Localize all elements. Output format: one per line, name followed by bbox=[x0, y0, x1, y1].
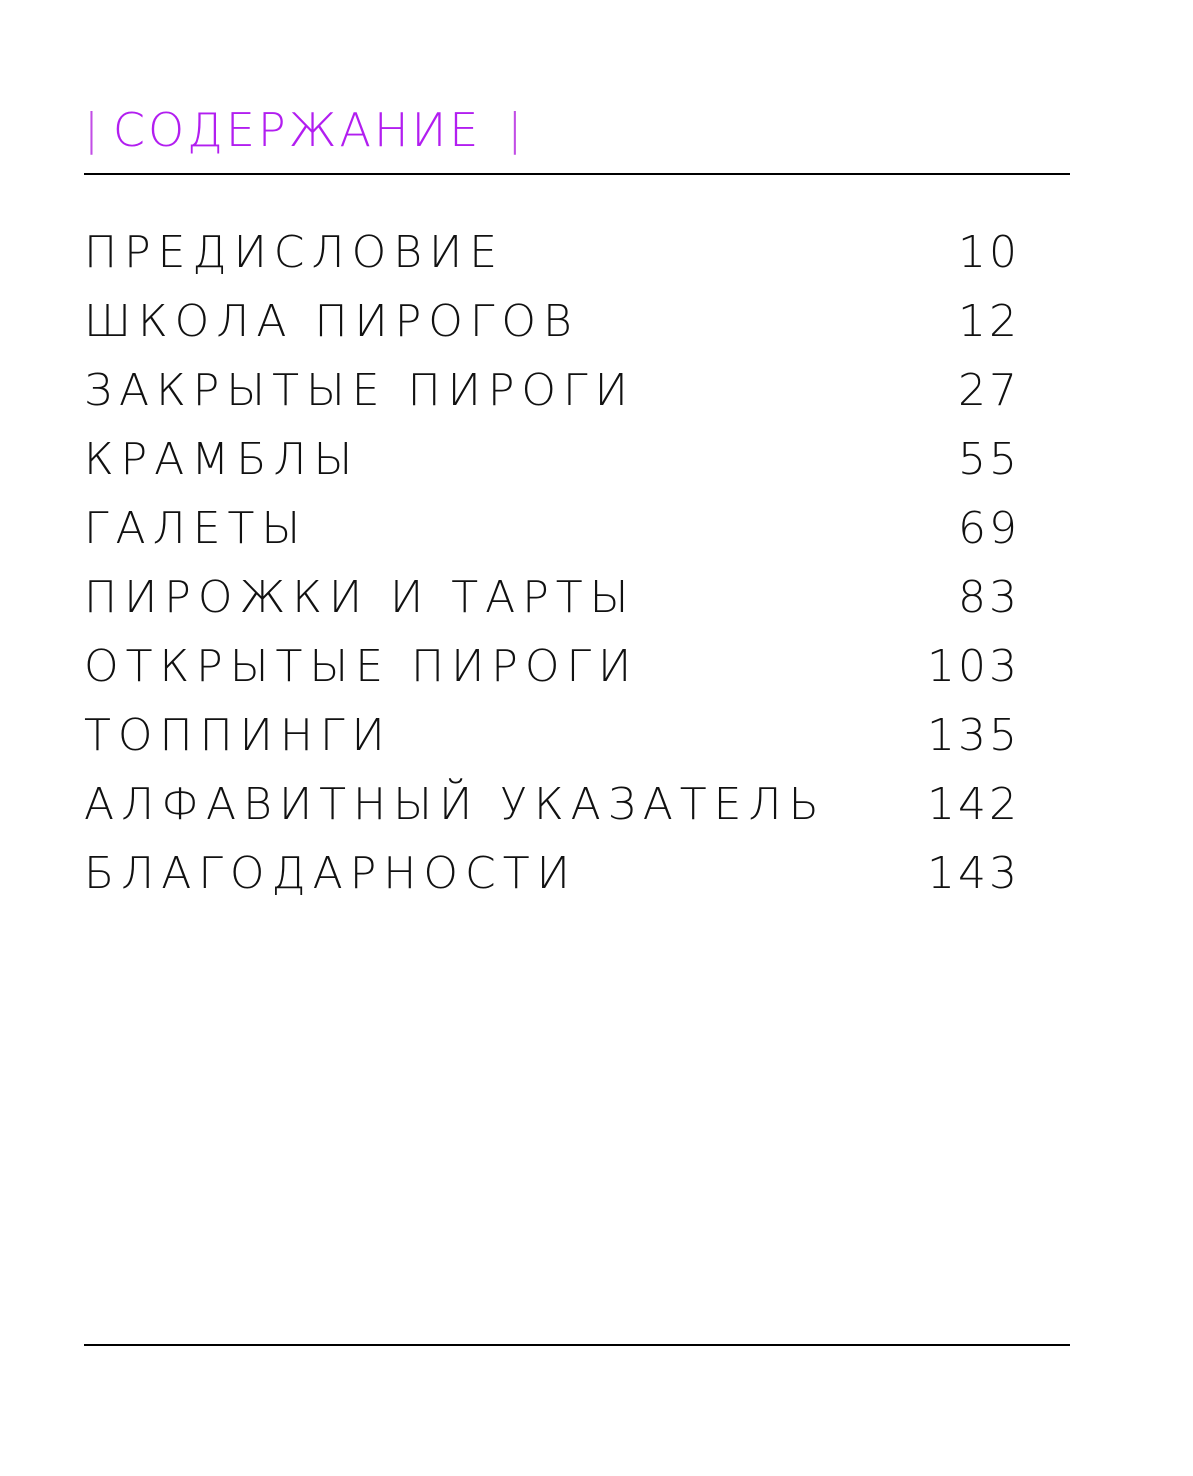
toc-entry-closed-pies[interactable] bbox=[84, 356, 1020, 425]
heading-left-bar: | bbox=[84, 104, 99, 155]
toc-entry-page: 103 bbox=[927, 640, 1020, 692]
toc-entry-page: 69 bbox=[958, 502, 1020, 554]
toc-entry-preface[interactable] bbox=[84, 218, 1020, 287]
table-of-contents bbox=[84, 218, 1020, 908]
toc-entry-title: АЛФАВИТНЫЙ УКАЗАТЕЛЬ bbox=[84, 778, 826, 830]
top-divider bbox=[84, 173, 1070, 175]
bottom-divider bbox=[84, 1344, 1070, 1346]
toc-entry-title: ОТКРЫТЫЕ ПИРОГИ bbox=[84, 640, 639, 692]
toc-entry-title: ПРЕДИСЛОВИЕ bbox=[84, 226, 505, 278]
toc-entry-page: 135 bbox=[927, 709, 1020, 761]
toc-entry-page: 10 bbox=[958, 226, 1020, 278]
toc-entry-pie-school[interactable] bbox=[84, 287, 1020, 356]
toc-entry-page: 142 bbox=[927, 778, 1020, 830]
toc-entry-title: ГАЛЕТЫ bbox=[84, 502, 308, 554]
toc-entry-title: ПИРОЖКИ И ТАРТЫ bbox=[84, 571, 636, 623]
toc-entry-title: ШКОЛА ПИРОГОВ bbox=[84, 295, 579, 347]
toc-entry-pirozhki-tarts[interactable] bbox=[84, 563, 1020, 632]
toc-entry-index[interactable] bbox=[84, 770, 1020, 839]
toc-entry-page: 83 bbox=[958, 571, 1020, 623]
toc-entry-title: КРАМБЛЫ bbox=[84, 433, 360, 485]
contents-heading bbox=[84, 100, 522, 160]
heading-right-bar: | bbox=[507, 104, 523, 155]
toc-entry-title: БЛАГОДАРНОСТИ bbox=[84, 847, 577, 899]
toc-entry-crumbles[interactable] bbox=[84, 425, 1020, 494]
toc-entry-title: ТОППИНГИ bbox=[84, 709, 392, 761]
toc-entry-acknowledgements[interactable] bbox=[84, 839, 1020, 908]
toc-entry-toppings[interactable] bbox=[84, 701, 1020, 770]
toc-entry-title: ЗАКРЫТЫЕ ПИРОГИ bbox=[84, 364, 635, 416]
toc-entry-page: 12 bbox=[958, 295, 1020, 347]
toc-entry-page: 55 bbox=[958, 433, 1020, 485]
toc-entry-page: 143 bbox=[927, 847, 1020, 899]
toc-entry-galettes[interactable] bbox=[84, 494, 1020, 563]
toc-entry-open-pies[interactable] bbox=[84, 632, 1020, 701]
toc-entry-page: 27 bbox=[958, 364, 1020, 416]
page-title: СОДЕРЖАНИЕ bbox=[112, 103, 482, 157]
